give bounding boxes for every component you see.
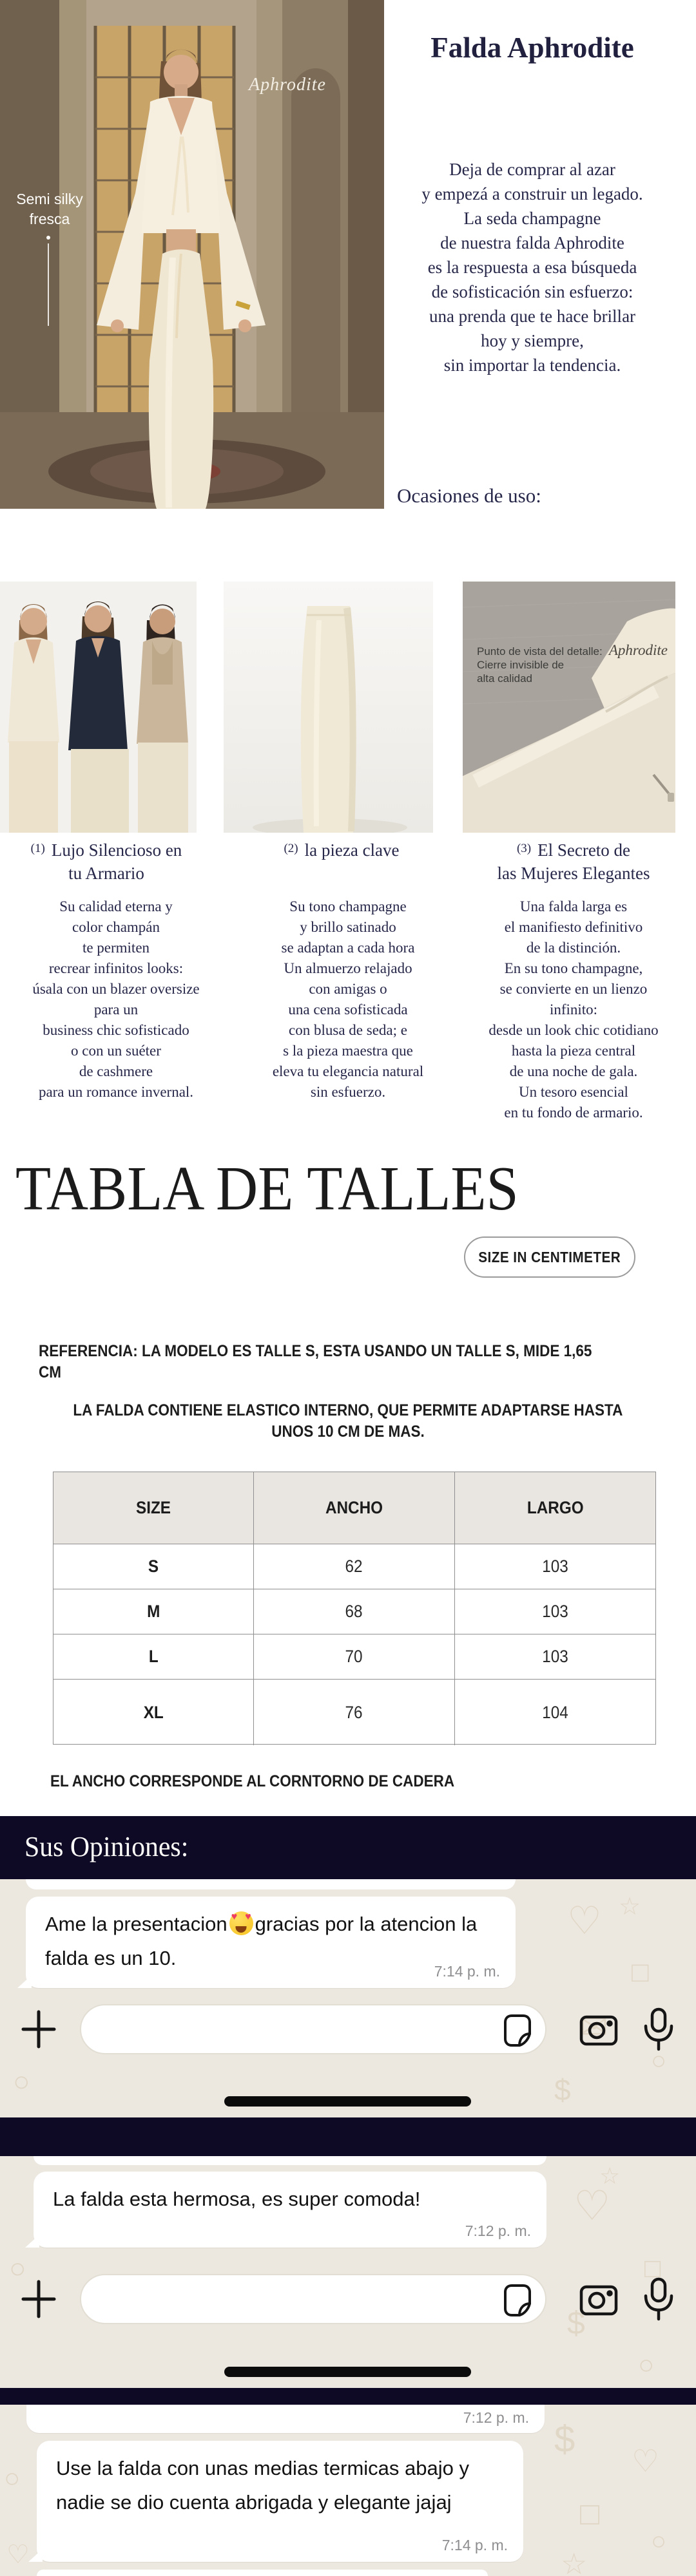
cut-off-bubble xyxy=(34,2156,546,2165)
mic-icon xyxy=(642,2277,675,2322)
size-table-cell: 76 xyxy=(254,1680,454,1745)
message-time: 7:14 p. m. xyxy=(434,1963,500,1980)
chat-screenshot-1 xyxy=(0,1879,696,2117)
occasion-body-2: Su tono champagne y brillo satinado se adaptan a cada hora Un almuerzo relajado con amigas o una cena sofisticada con blusa de seda; e s la pieza maestra que eleva tu elegancia natural sin esfuerzo. xyxy=(272,898,424,1100)
message-time: 7:12 p. m. xyxy=(463,2409,529,2426)
size-table-cell: M xyxy=(53,1589,254,1634)
fabric-label xyxy=(3,189,97,229)
brand-watermark: Aphrodite xyxy=(249,75,326,95)
chat-input-field[interactable] xyxy=(80,2274,546,2324)
mic-button[interactable] xyxy=(642,2277,675,2324)
description-line: sin importar la tendencia. xyxy=(443,355,621,375)
size-table-header: LARGO xyxy=(455,1472,655,1544)
cut-off-bubble xyxy=(37,2570,488,2576)
bubble-tail xyxy=(25,2235,39,2248)
size-table-cell: 62 xyxy=(254,1544,454,1589)
fabric-label-line: fresca xyxy=(29,211,70,227)
camera-icon xyxy=(579,2280,619,2316)
description-line: una prenda que te hace brillar xyxy=(429,307,636,326)
lookbook-photo-2 xyxy=(224,582,433,833)
chat-input-field[interactable] xyxy=(80,2004,546,2054)
size-table-heading: TABLA DE TALLES xyxy=(15,1154,519,1223)
occasion-caption-1 xyxy=(0,837,213,885)
chat-doodle-pattern: ♡ □ ✉ ○ $ ○ ☆ xyxy=(13,1893,667,2107)
description-line: y empezá a construir un legado. xyxy=(421,184,643,204)
plus-icon xyxy=(21,2008,57,2050)
size-unit-button[interactable] xyxy=(464,1236,635,1278)
size-table-cell: 103 xyxy=(455,1544,655,1589)
review-message: La falda esta hermosa, es super comoda! xyxy=(53,2188,421,2210)
size-table-cell: 103 xyxy=(455,1589,655,1634)
detail-overlay-line: Cierre invisible de xyxy=(477,659,565,671)
size-table-cell: 103 xyxy=(455,1634,655,1680)
label-pointer-line xyxy=(48,243,49,326)
size-table-header: ANCHO xyxy=(254,1472,454,1544)
review-message: Use la falda con unas medias termicas abajo y nadie se dio cuenta abrigada y elegante jajaj xyxy=(56,2457,469,2514)
description-line: de sofisticación sin esfuerzo: xyxy=(431,282,633,301)
size-unit-button-label: SIZE IN CENTIMETER xyxy=(478,1248,621,1265)
bubble-tail xyxy=(28,2549,43,2562)
home-indicator[interactable] xyxy=(224,2096,471,2107)
occasion-caption-2 xyxy=(226,837,458,862)
detail-overlay-line: alta calidad xyxy=(477,672,533,685)
chat-doodle-pattern: $ ♡ □ ○ ☆ ○ ♡ xyxy=(4,2418,667,2576)
review-bubble xyxy=(34,2172,546,2248)
message-time: 7:12 p. m. xyxy=(465,2222,531,2239)
review-message: Ame la presentacion ♥ ♥ gracias por la atencion la falda es un 10. xyxy=(45,1911,478,1969)
section-divider xyxy=(0,2117,696,2156)
size-table-cell: 70 xyxy=(254,1634,454,1680)
product-description xyxy=(384,157,681,377)
section-divider xyxy=(0,2388,696,2405)
brand-watermark: Aphrodite xyxy=(608,642,668,658)
cut-off-bubble xyxy=(26,2405,545,2433)
occasion-title-line: El Secreto de xyxy=(537,840,631,860)
occasion-number: (3) xyxy=(516,842,532,855)
occasion-title-line: la pieza clave xyxy=(304,840,400,860)
plus-button[interactable] xyxy=(21,2278,57,2322)
description-line: La seda champagne xyxy=(463,209,601,228)
home-indicator[interactable] xyxy=(224,2367,471,2377)
mic-button[interactable] xyxy=(642,2007,675,2054)
size-table xyxy=(53,1472,656,1745)
size-table-cell: 104 xyxy=(542,1702,568,1722)
occasion-body-1: Su calidad eterna y color champán te permiten recrear infinitos looks: úsala con un blazer oversize para un business chic sofisticado o con un suéter de cashmere para un romance invernal. xyxy=(32,898,200,1100)
cut-off-bubble xyxy=(26,1879,516,1889)
elastic-note: LA FALDA CONTIENE ELASTICO INTERNO, QUE PERMITE ADAPTARSE HASTA UNOS 10 CM DE MAS. xyxy=(73,1401,623,1441)
description-line: de nuestra falda Aphrodite xyxy=(440,233,624,252)
occasion-caption-3 xyxy=(451,837,696,885)
reference-note: REFERENCIA: LA MODELO ES TALLE S, ESTA USANDO UN TALLE S, MIDE 1,65 CM xyxy=(39,1342,592,1381)
occasion-body-3: Una falda larga es el manifiesto definitivo de la distinción. En su tono champagne, se convierte en un lienzo infinito: desde un look chic cotidiano hasta la pieza central de una noche de gala. Un tesoro esencial en tu fondo de armario. xyxy=(488,898,659,1121)
chat-screenshot-3 xyxy=(0,2405,696,2576)
chat-input-bar xyxy=(0,2004,696,2056)
occasion-title-line: Lujo Silencioso en xyxy=(51,840,182,860)
camera-icon xyxy=(579,2011,619,2047)
sticker-icon xyxy=(501,2013,534,2048)
sticker-button[interactable] xyxy=(501,2013,534,2050)
size-table-cell: L xyxy=(53,1634,254,1680)
plus-icon xyxy=(21,2278,57,2320)
page-title: Falda Aphrodite xyxy=(430,32,634,64)
detail-overlay-text xyxy=(477,645,603,685)
lookbook-photo-1 xyxy=(0,582,197,833)
sticker-icon xyxy=(501,2283,534,2318)
occasion-title-line: tu Armario xyxy=(68,864,144,883)
size-table-cell: XL xyxy=(53,1680,254,1745)
width-note: EL ANCHO CORRESPONDE AL CORNTORNO DE CADERA xyxy=(50,1772,455,1790)
reviews-heading: Sus Opiniones: xyxy=(24,1831,189,1862)
fabric-label-line: Semi silky xyxy=(16,191,83,207)
occasion-title-line: las Mujeres Elegantes xyxy=(497,864,650,883)
description-line: es la respuesta a esa búsqueda xyxy=(427,258,637,277)
plus-button[interactable] xyxy=(21,2008,57,2052)
sticker-button[interactable] xyxy=(501,2283,534,2320)
hero-photo xyxy=(0,0,384,509)
occasion-number: (1) xyxy=(30,842,45,855)
mic-icon xyxy=(642,2007,675,2052)
reviews-banner xyxy=(0,1816,696,1879)
camera-button[interactable] xyxy=(579,2280,619,2318)
occasion-number: (2) xyxy=(284,842,298,855)
lookbook-photo-3 xyxy=(463,582,675,833)
chat-input-bar xyxy=(0,2274,696,2325)
message-time: 7:14 p. m. xyxy=(441,2537,508,2553)
hero-copy xyxy=(384,0,696,509)
description-line: hoy y siempre, xyxy=(481,331,584,350)
occasions-heading: Ocasiones de uso: xyxy=(397,484,541,507)
description-line: Deja de comprar al azar xyxy=(449,160,615,179)
size-table-header: SIZE xyxy=(53,1472,254,1544)
heart-eyes-emoji: ♥ ♥ xyxy=(229,1911,253,1935)
review-bubble xyxy=(26,1897,516,1988)
size-table-cell: S xyxy=(53,1544,254,1589)
chat-screenshot-2 xyxy=(0,2156,696,2388)
label-pointer-dot xyxy=(46,236,50,240)
detail-overlay-line: Punto de vista del detalle: xyxy=(477,645,603,658)
chat-doodle-pattern: ♡ □ $ ○ ○ ☆ xyxy=(9,2163,661,2380)
review-bubble xyxy=(37,2441,523,2562)
camera-button[interactable] xyxy=(579,2011,619,2049)
bubble-tail xyxy=(17,1975,32,1988)
size-table-cell: 68 xyxy=(254,1589,454,1634)
